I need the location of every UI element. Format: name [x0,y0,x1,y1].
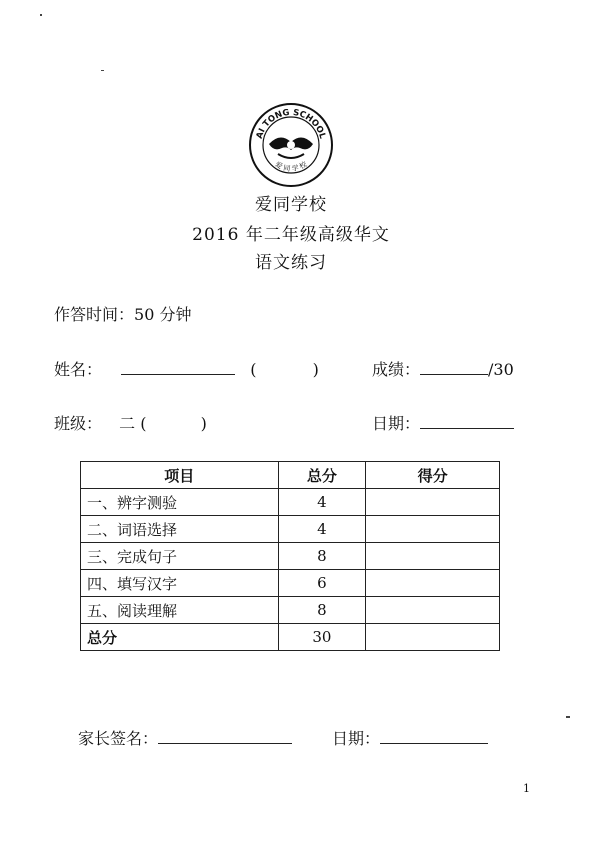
duration-line [54,302,191,325]
footer-date-blank[interactable] [380,729,488,744]
row-item: 四、填写汉字 [81,570,279,597]
score-blank[interactable] [420,360,488,375]
row-total: 8 [278,543,366,570]
row-item: 二、词语选择 [81,516,279,543]
table-row [81,570,500,597]
row-score[interactable] [366,543,500,570]
row-item: 一、辨字测验 [81,489,279,516]
page-number: 1 [523,782,530,795]
footer-date-line [332,726,488,749]
name-blank[interactable] [121,360,235,375]
scan-speck [40,14,42,16]
footer-date-label: 日期： [332,729,381,748]
row-score[interactable] [366,516,500,543]
scan-speck [101,70,104,71]
table-row [81,543,500,570]
row-score[interactable] [366,597,500,624]
date-line [372,411,514,434]
logo-top-text: AI TONG SCHOOL [254,107,328,140]
row-item: 五、阅读理解 [81,597,279,624]
table-row [81,597,500,624]
sum-total: 30 [278,624,366,651]
score-label: 成绩： [372,360,421,379]
row-item: 三、完成句子 [81,543,279,570]
sum-label: 总分 [81,624,279,651]
subject-title: 语文练习 [255,253,327,273]
table-row [81,516,500,543]
date-blank[interactable] [420,414,514,429]
class-prefix: 二 ( [119,414,147,433]
header-total: 总分 [278,462,366,489]
header-score: 得分 [366,462,500,489]
class-line [54,411,207,434]
parent-sign-line [78,726,292,749]
scan-speck [566,716,570,718]
row-score[interactable] [366,489,500,516]
header-item: 项目 [81,462,279,489]
score-table [80,461,500,651]
logo-bottom-text: 爱 同 学 校 [273,160,309,174]
name-line [54,357,319,380]
class-label: 班级： [54,414,103,433]
date-label: 日期： [372,414,421,433]
paren-close: ) [312,360,319,379]
class-blank[interactable] [152,415,196,429]
row-score[interactable] [366,570,500,597]
parent-sign-blank[interactable] [158,729,292,744]
row-total: 4 [278,516,366,543]
duration-label: 作答时间： [54,305,135,324]
school-name: 爱同学校 [255,195,327,215]
exam-title: 2016 年二年级高级华文 [192,225,390,245]
name-label: 姓名： [54,360,103,379]
table-row [81,489,500,516]
row-total: 8 [278,597,366,624]
row-total: 4 [278,489,366,516]
school-logo [248,102,334,188]
table-header-row [81,462,500,489]
score-line [372,357,514,380]
duration-value: 50 分钟 [134,305,192,324]
class-suffix: ) [200,414,207,433]
register-number-blank[interactable] [262,361,308,375]
score-total: /30 [488,360,514,379]
table-sum-row [81,624,500,651]
paren-open: ( [250,360,257,379]
row-total: 6 [278,570,366,597]
sum-score[interactable] [366,624,500,651]
parent-sign-label: 家长签名： [78,729,159,748]
